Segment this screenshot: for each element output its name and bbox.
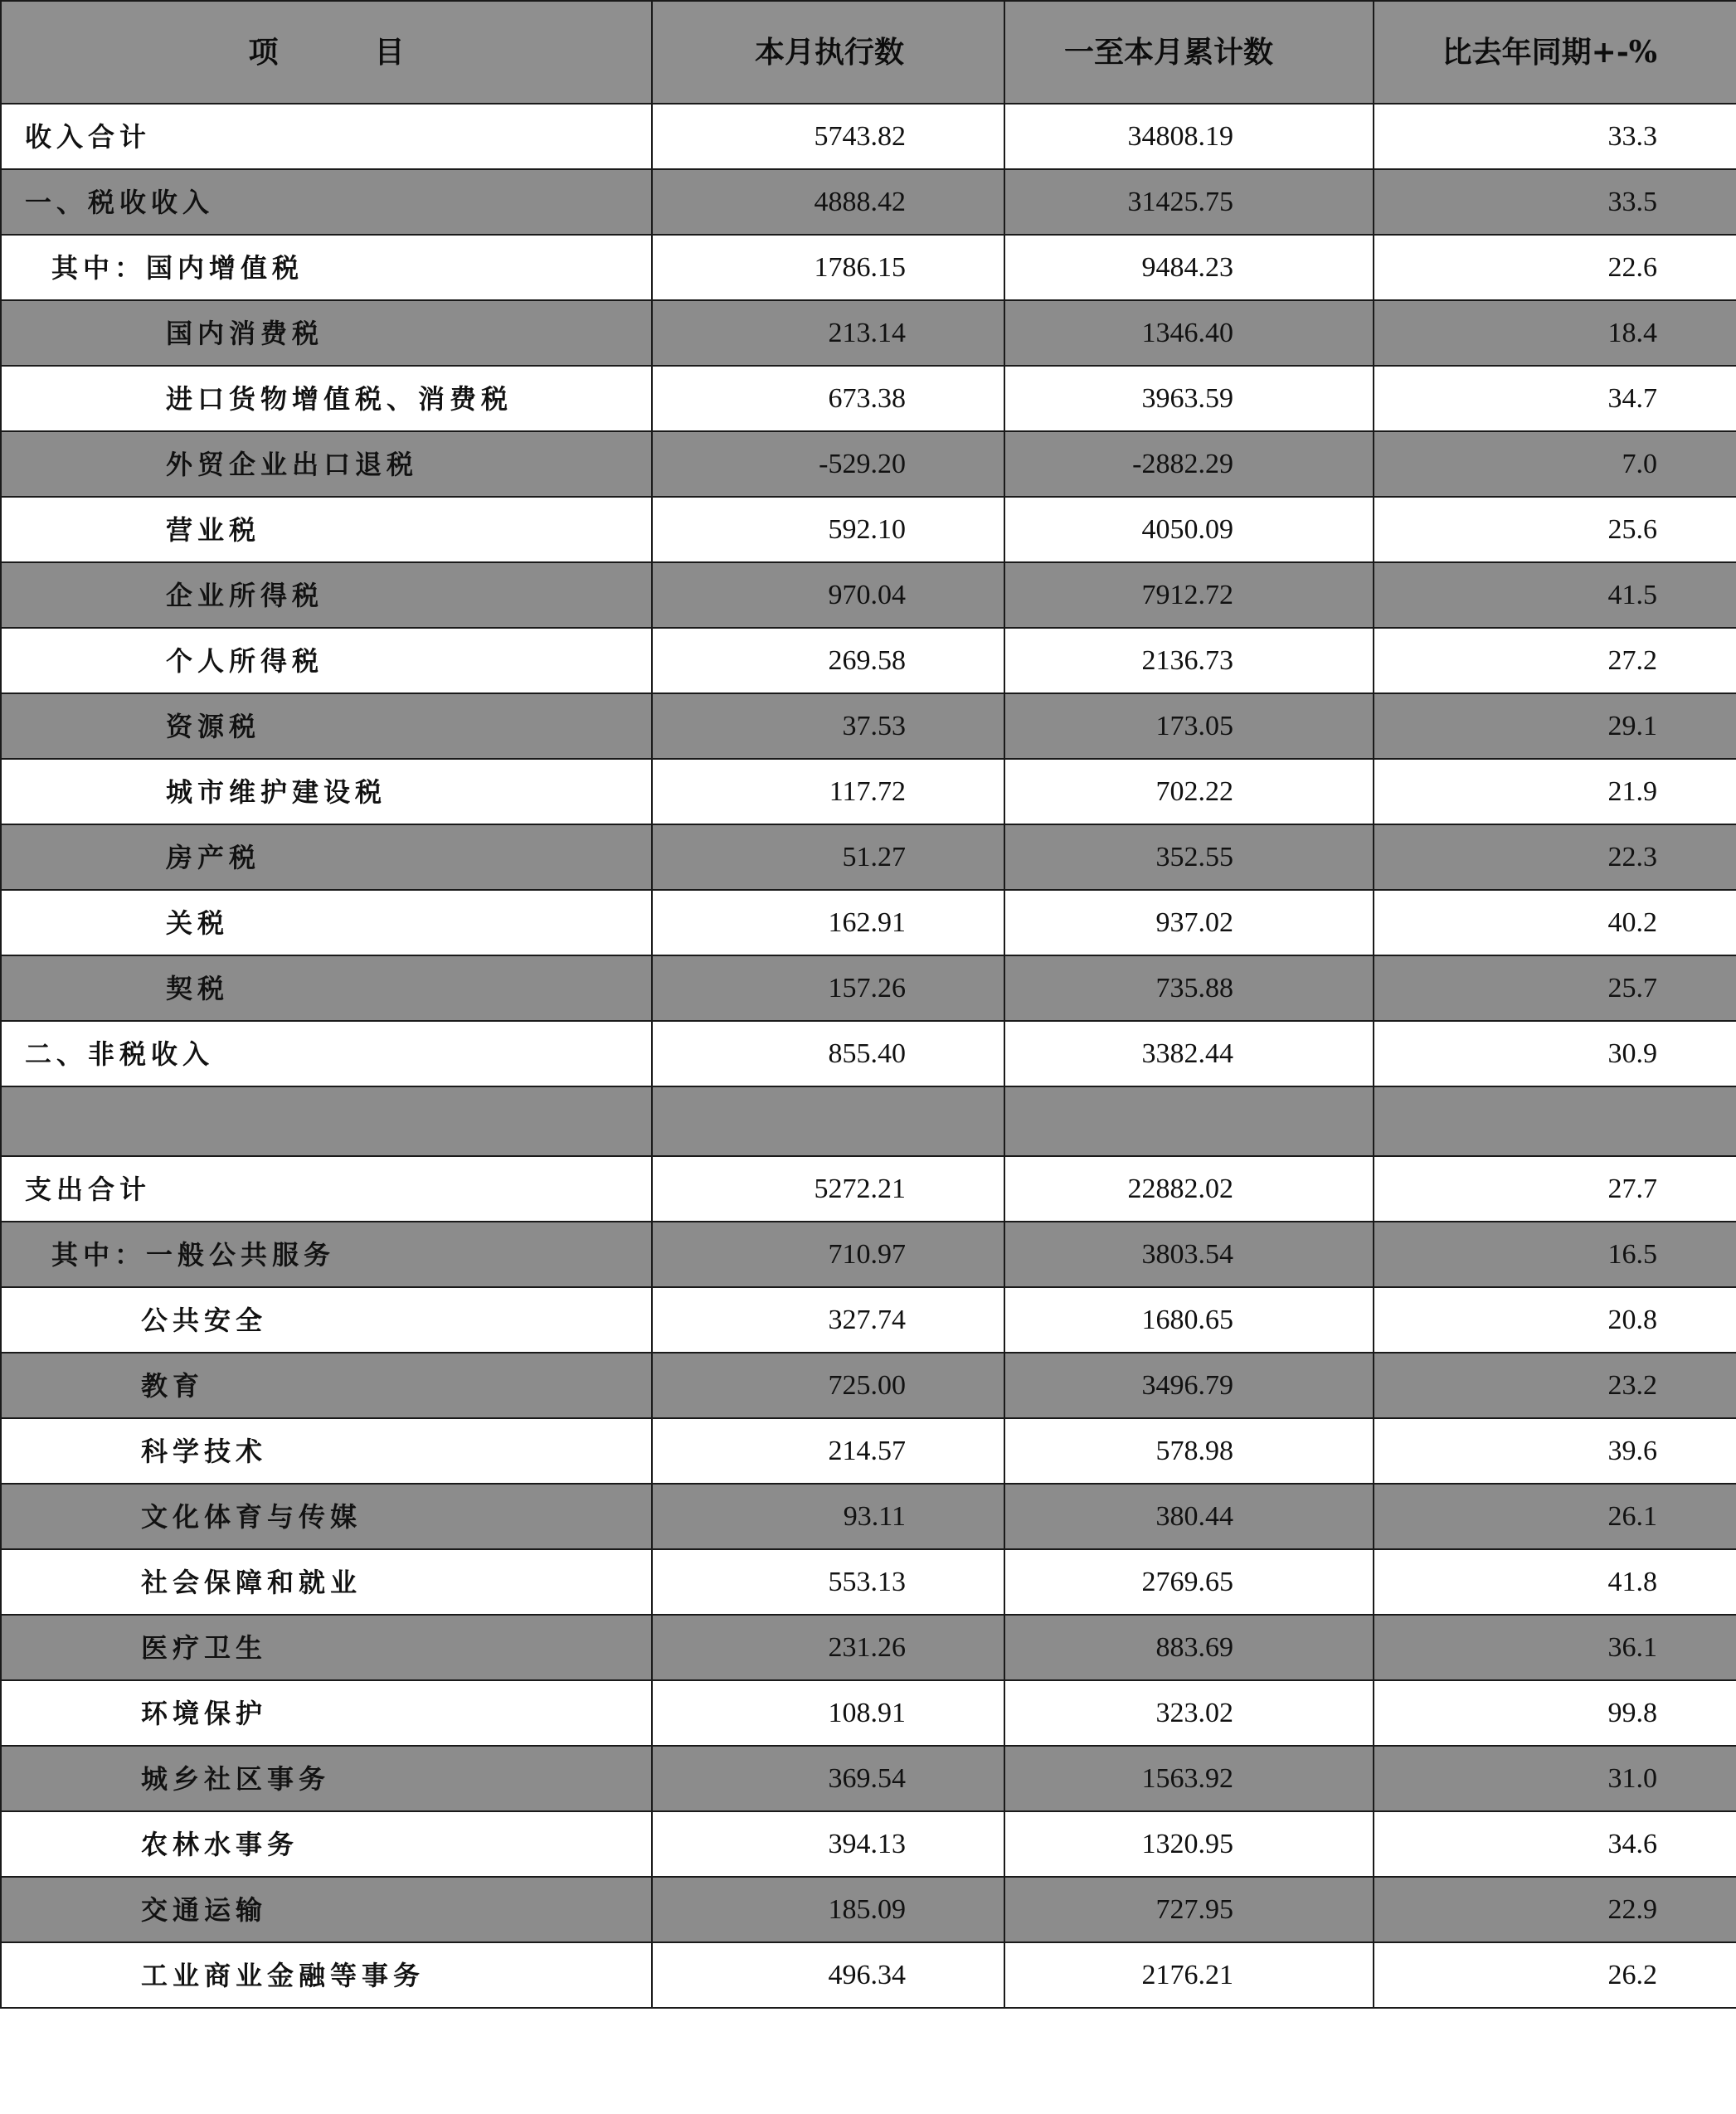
row-cumulative: 1563.92 [1004, 1746, 1374, 1811]
table-row [1, 300, 1736, 366]
row-yoy: 18.4 [1374, 300, 1736, 366]
row-yoy: 34.6 [1374, 1811, 1736, 1877]
row-label: 一、税收收入 [1, 169, 652, 235]
row-current [652, 1086, 1004, 1156]
row-yoy: 16.5 [1374, 1222, 1736, 1287]
row-label: 关税 [1, 890, 652, 955]
row-cumulative: 9484.23 [1004, 235, 1374, 300]
row-yoy: 30.9 [1374, 1021, 1736, 1086]
table-row [1, 562, 1736, 628]
header-yoy: 比去年同期+-% [1374, 1, 1736, 104]
row-current: 553.13 [652, 1549, 1004, 1615]
row-yoy: 41.8 [1374, 1549, 1736, 1615]
row-current: 369.54 [652, 1746, 1004, 1811]
row-label: 国内消费税 [1, 300, 652, 366]
row-cumulative: 2136.73 [1004, 628, 1374, 693]
row-cumulative: 380.44 [1004, 1484, 1374, 1549]
row-cumulative: 702.22 [1004, 759, 1374, 824]
table-row [1, 1287, 1736, 1353]
row-cumulative: -2882.29 [1004, 431, 1374, 497]
table-row [1, 431, 1736, 497]
row-yoy: 20.8 [1374, 1287, 1736, 1353]
row-yoy: 33.3 [1374, 104, 1736, 169]
table-row [1, 104, 1736, 169]
row-yoy: 31.0 [1374, 1746, 1736, 1811]
table-row [1, 169, 1736, 235]
table-row [1, 1811, 1736, 1877]
row-current: 214.57 [652, 1418, 1004, 1484]
row-cumulative: 3382.44 [1004, 1021, 1374, 1086]
row-current: 117.72 [652, 759, 1004, 824]
row-current: 4888.42 [652, 169, 1004, 235]
table-row [1, 1418, 1736, 1484]
row-current: 1786.15 [652, 235, 1004, 300]
row-current: 231.26 [652, 1615, 1004, 1680]
table-row [1, 1156, 1736, 1222]
row-current: 855.40 [652, 1021, 1004, 1086]
row-yoy: 25.6 [1374, 497, 1736, 562]
row-current: 213.14 [652, 300, 1004, 366]
row-cumulative: 2769.65 [1004, 1549, 1374, 1615]
row-label: 社会保障和就业 [1, 1549, 652, 1615]
row-label: 收入合计 [1, 104, 652, 169]
row-label: 其中：国内增值税 [1, 235, 652, 300]
table-row [1, 1484, 1736, 1549]
row-label: 教育 [1, 1353, 652, 1418]
row-cumulative: 735.88 [1004, 955, 1374, 1021]
row-yoy: 29.1 [1374, 693, 1736, 759]
row-label: 医疗卫生 [1, 1615, 652, 1680]
row-yoy: 26.1 [1374, 1484, 1736, 1549]
table-row [1, 1746, 1736, 1811]
table-row [1, 955, 1736, 1021]
header-item: 项 目 [1, 1, 652, 104]
row-current: 327.74 [652, 1287, 1004, 1353]
row-yoy: 39.6 [1374, 1418, 1736, 1484]
row-cumulative: 3963.59 [1004, 366, 1374, 431]
row-current: 37.53 [652, 693, 1004, 759]
row-yoy: 22.9 [1374, 1877, 1736, 1942]
table-row [1, 693, 1736, 759]
row-yoy: 23.2 [1374, 1353, 1736, 1418]
table-row [1, 628, 1736, 693]
row-current: 5743.82 [652, 104, 1004, 169]
table-row [1, 890, 1736, 955]
table-row [1, 1353, 1736, 1418]
row-cumulative: 352.55 [1004, 824, 1374, 890]
row-label: 农林水事务 [1, 1811, 652, 1877]
row-yoy: 34.7 [1374, 366, 1736, 431]
row-current: 970.04 [652, 562, 1004, 628]
row-current: 51.27 [652, 824, 1004, 890]
row-cumulative: 173.05 [1004, 693, 1374, 759]
row-cumulative: 2176.21 [1004, 1942, 1374, 2008]
row-current: 93.11 [652, 1484, 1004, 1549]
row-current: 673.38 [652, 366, 1004, 431]
table-row [1, 1680, 1736, 1746]
row-cumulative: 1346.40 [1004, 300, 1374, 366]
row-cumulative: 578.98 [1004, 1418, 1374, 1484]
row-cumulative: 22882.02 [1004, 1156, 1374, 1222]
row-label: 环境保护 [1, 1680, 652, 1746]
row-yoy: 22.6 [1374, 235, 1736, 300]
row-label: 科学技术 [1, 1418, 652, 1484]
row-label: 营业税 [1, 497, 652, 562]
row-current: 157.26 [652, 955, 1004, 1021]
row-cumulative: 1320.95 [1004, 1811, 1374, 1877]
row-yoy: 7.0 [1374, 431, 1736, 497]
row-yoy: 27.2 [1374, 628, 1736, 693]
table-row [1, 1549, 1736, 1615]
row-yoy: 22.3 [1374, 824, 1736, 890]
header-cumulative: 一至本月累计数 [1004, 1, 1374, 104]
row-current: 108.91 [652, 1680, 1004, 1746]
row-cumulative: 3803.54 [1004, 1222, 1374, 1287]
row-label: 企业所得税 [1, 562, 652, 628]
row-label: 支出合计 [1, 1156, 652, 1222]
row-label: 交通运输 [1, 1877, 652, 1942]
row-label: 其中：一般公共服务 [1, 1222, 652, 1287]
row-label: 契税 [1, 955, 652, 1021]
row-current: 725.00 [652, 1353, 1004, 1418]
table-row [1, 1222, 1736, 1287]
row-label: 城乡社区事务 [1, 1746, 652, 1811]
row-label: 外贸企业出口退税 [1, 431, 652, 497]
row-cumulative: 323.02 [1004, 1680, 1374, 1746]
row-yoy: 99.8 [1374, 1680, 1736, 1746]
table-row [1, 1021, 1736, 1086]
row-cumulative: 3496.79 [1004, 1353, 1374, 1418]
row-yoy: 25.7 [1374, 955, 1736, 1021]
row-label: 文化体育与传媒 [1, 1484, 652, 1549]
table-row [1, 235, 1736, 300]
row-current: 710.97 [652, 1222, 1004, 1287]
row-current: 185.09 [652, 1877, 1004, 1942]
row-label: 房产税 [1, 824, 652, 890]
row-label [1, 1086, 652, 1156]
row-label: 城市维护建设税 [1, 759, 652, 824]
row-label: 公共安全 [1, 1287, 652, 1353]
row-yoy [1374, 1086, 1736, 1156]
row-current: 592.10 [652, 497, 1004, 562]
table-row-empty [1, 1086, 1736, 1156]
row-yoy: 33.5 [1374, 169, 1736, 235]
table-row [1, 1942, 1736, 2008]
table-row [1, 1877, 1736, 1942]
row-label: 进口货物增值税、消费税 [1, 366, 652, 431]
table-row [1, 759, 1736, 824]
header-current-month: 本月执行数 [652, 1, 1004, 104]
table-row [1, 366, 1736, 431]
row-cumulative: 937.02 [1004, 890, 1374, 955]
row-yoy: 26.2 [1374, 1942, 1736, 2008]
row-current: 5272.21 [652, 1156, 1004, 1222]
row-cumulative: 727.95 [1004, 1877, 1374, 1942]
row-cumulative: 883.69 [1004, 1615, 1374, 1680]
row-cumulative [1004, 1086, 1374, 1156]
row-label: 工业商业金融等事务 [1, 1942, 652, 2008]
row-current: 394.13 [652, 1811, 1004, 1877]
row-cumulative: 34808.19 [1004, 104, 1374, 169]
row-cumulative: 31425.75 [1004, 169, 1374, 235]
row-yoy: 36.1 [1374, 1615, 1736, 1680]
row-label: 资源税 [1, 693, 652, 759]
row-label: 二、非税收入 [1, 1021, 652, 1086]
row-current: 162.91 [652, 890, 1004, 955]
row-cumulative: 4050.09 [1004, 497, 1374, 562]
row-current: 496.34 [652, 1942, 1004, 2008]
table-row [1, 824, 1736, 890]
table-header-row [1, 1, 1736, 104]
row-cumulative: 1680.65 [1004, 1287, 1374, 1353]
table-row [1, 1615, 1736, 1680]
row-label: 个人所得税 [1, 628, 652, 693]
row-current: -529.20 [652, 431, 1004, 497]
row-current: 269.58 [652, 628, 1004, 693]
row-yoy: 21.9 [1374, 759, 1736, 824]
row-cumulative: 7912.72 [1004, 562, 1374, 628]
row-yoy: 27.7 [1374, 1156, 1736, 1222]
row-yoy: 40.2 [1374, 890, 1736, 955]
table-row [1, 497, 1736, 562]
row-yoy: 41.5 [1374, 562, 1736, 628]
